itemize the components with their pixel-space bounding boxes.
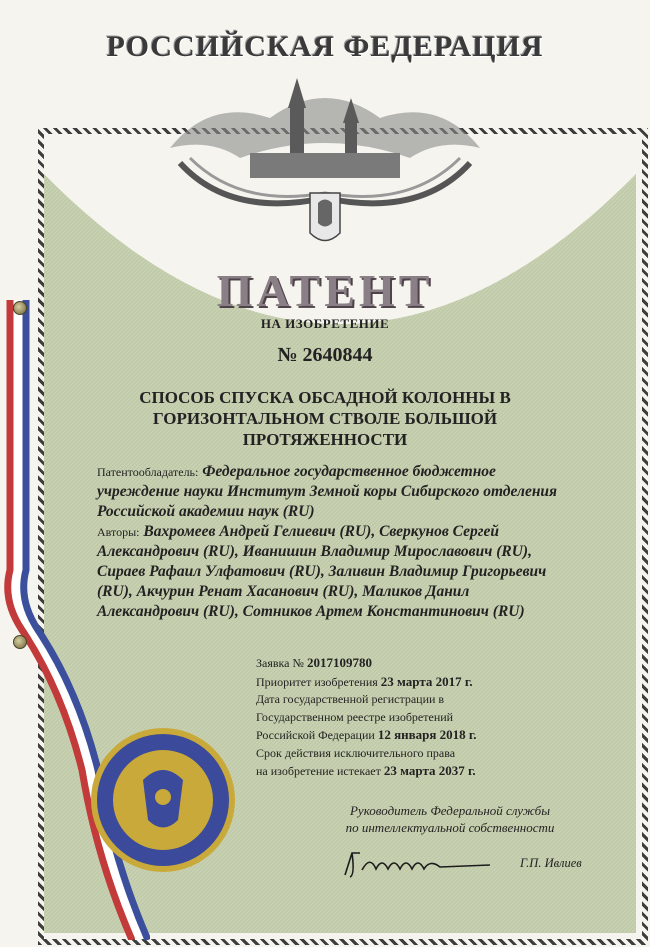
kremlin-emblem-illustration — [150, 68, 500, 258]
signatory-title-line: по интеллектуальной собственности — [345, 820, 555, 835]
expiry-date: 23 марта 2037 г. — [383, 763, 476, 778]
invention-title-line: ПРОТЯЖЕННОСТИ — [242, 430, 408, 449]
application-number: 2017109780 — [306, 655, 372, 670]
term-label: Срок действия исключительного права — [256, 745, 456, 760]
registration-date: 12 января 2018 г. — [377, 727, 477, 742]
country-name: РОССИЙСКАЯ ФЕДЕРАЦИЯ — [106, 30, 544, 63]
signatory-title-line: Руководитель Федеральной службы — [349, 803, 550, 818]
invention-title-line: СПОСОБ СПУСКА ОБСАДНОЙ КОЛОННЫ В — [139, 388, 511, 407]
priority-label: Приоритет изобретения — [256, 674, 378, 689]
signature-image — [340, 845, 500, 885]
signatory-name: Г.П. Ивлиев — [520, 856, 582, 870]
rivet — [13, 635, 27, 649]
registration-label: Российской Федерации — [256, 728, 375, 742]
invention-title-line: ГОРИЗОНТАЛЬНОМ СТВОЛЕ БОЛЬШОЙ — [152, 409, 498, 428]
authors-value: Вахромеев Андрей Гелиевич (RU), Сверкунов Сергей Александрович (RU), Иванишин Владимир Мирославович (RU), Сираев Рафаил Улфатович (RU), Заливин Владимир Григорьевич (RU), Акчурин Ренат Хасанович (RU), Маликов Данил Александрович (RU), Сотников Артем Константинович (RU) — [97, 523, 547, 620]
registration-label: Дата государственной регистрации в — [256, 692, 445, 706]
registration-block — [256, 654, 616, 781]
holder-block — [97, 462, 567, 522]
patent-details — [97, 462, 567, 622]
document-type: ПАТЕНТ — [216, 265, 434, 316]
document-subtitle: НА ИЗОБРЕТЕНИЕ — [260, 316, 390, 331]
authors-block — [97, 522, 567, 622]
rivet — [13, 301, 27, 315]
holder-value: Федеральное государственное бюджетное учреждение науки Институт Земной коры Сибирского отделения Российской академии наук (RU) — [97, 463, 558, 520]
signatory-title — [300, 802, 600, 836]
authors-label: Авторы: — [97, 525, 140, 539]
registration-label: Государственном реестре изобретений — [256, 709, 454, 724]
term-label: на изобретение истекает — [256, 764, 381, 778]
official-seal — [88, 725, 238, 875]
priority-date: 23 марта 2017 г. — [380, 673, 473, 689]
patent-number: № 2640844 — [277, 344, 373, 366]
holder-label: Патентообладатель: — [97, 465, 199, 479]
application-label: Заявка № — [256, 656, 304, 670]
